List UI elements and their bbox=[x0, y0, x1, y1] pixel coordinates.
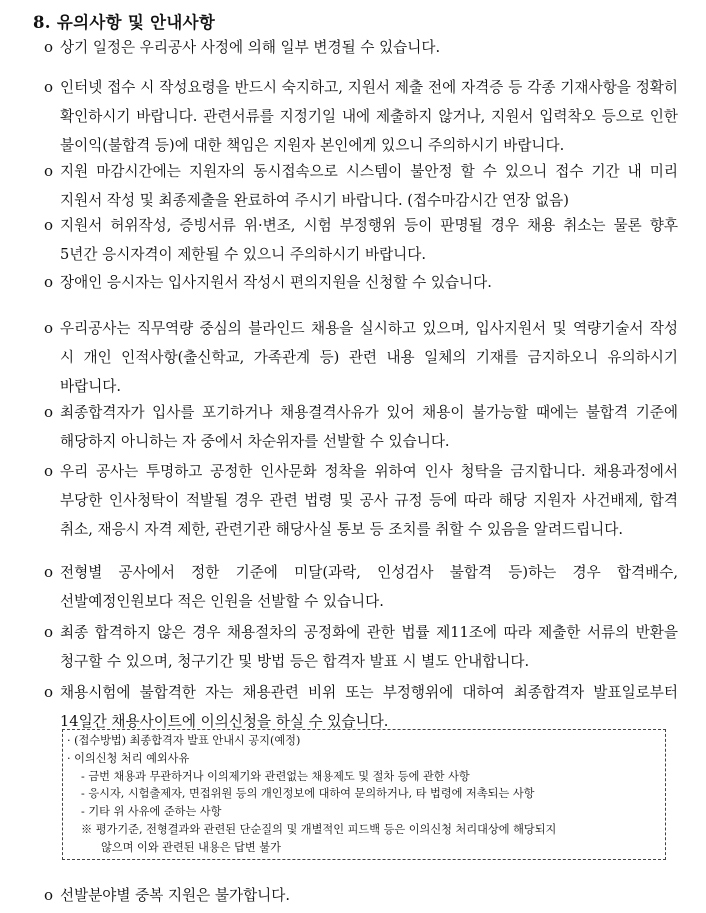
note-line: · 이의신청 처리 예외사유 bbox=[67, 751, 190, 765]
notice-item-2: 인터넷 접수 시 작성요령을 반드시 숙지하고, 지원서 제출 전에 자격증 등 각종 기재사항을 정확히 확인하시기 바랍니다. 관련서류를 지정기일 내에 제출하지 않거나, 지원서 입력착오 등으로 인한 불이익(불합격 등)에 대한 책임은 지원자 본인에게 있으니 주의하시기 바랍니다. bbox=[60, 79, 678, 154]
notice-item-8: 우리 공사는 투명하고 공정한 인사문화 정착을 위하여 인사 청탁을 금지합니다. 채용과정에서 부당한 인사청탁이 적발될 경우 관련 법령 및 공사 규정 등에 따라 해당 지원자 사건배제, 합격 취소, 재응시 자격 제한, 관련기관 해당사실 통보 등 조치를 취할 수 있음을 알려드립니다. bbox=[60, 463, 678, 538]
bullet-icon: o bbox=[44, 78, 54, 96]
bullet-icon: o bbox=[44, 162, 54, 180]
objection-note-box bbox=[62, 729, 666, 860]
notice-item-7: 최종합격자가 입사를 포기하거나 채용결격사유가 있어 채용이 불가능할 때에는 불합격 기준에 해당하지 아니하는 자 중에서 차순위자를 선발할 수 있습니다. bbox=[60, 404, 678, 450]
bullet-icon: o bbox=[44, 623, 54, 641]
bullet-icon: o bbox=[44, 683, 54, 701]
bullet-icon: o bbox=[44, 886, 54, 904]
bullet-icon: o bbox=[44, 462, 54, 480]
notice-item-12: 선발분야별 중복 지원은 불가합니다. bbox=[60, 887, 291, 904]
bullet-icon: o bbox=[44, 273, 54, 291]
notice-item-10: 최종 합격하지 않은 경우 채용절차의 공정화에 관한 법률 제11조에 따라 제출한 서류의 반환을 청구할 수 있으며, 청구기간 및 방법 등은 합격자 발표 시 별도 안내합니다. bbox=[60, 624, 678, 670]
bullet-icon: o bbox=[44, 319, 54, 337]
bullet-icon: o bbox=[44, 563, 54, 581]
bullet-icon: o bbox=[44, 38, 54, 56]
bullet-icon: o bbox=[44, 403, 54, 421]
note-line: - 금번 채용과 무관하거나 이의제기와 관련없는 채용제도 및 절차 등에 관한 사항 bbox=[81, 769, 470, 783]
notice-item-1: 상기 일정은 우리공사 사정에 의해 일부 변경될 수 있습니다. bbox=[60, 39, 441, 56]
note-line: - 기타 위 사유에 준하는 사항 bbox=[81, 805, 222, 819]
notice-item-9: 전형별 공사에서 정한 기준에 미달(과락, 인성검사 불합격 등)하는 경우 합격배수, 선발예정인원보다 적은 인원을 선발할 수 있습니다. bbox=[60, 564, 678, 610]
notice-item-5: 장애인 응시자는 입사지원서 작성시 편의지원을 신청할 수 있습니다. bbox=[60, 274, 492, 291]
notice-item-11: 채용시험에 불합격한 자는 채용관련 비위 또는 부정행위에 대하여 최종합격자 발표일로부터 14일간 채용사이트에 이의신청을 하실 수 있습니다. bbox=[60, 684, 678, 730]
bullet-icon: o bbox=[44, 216, 54, 234]
note-line: · (접수방법) 최종합격자 발표 안내시 공지(예정) bbox=[67, 734, 301, 747]
section-heading: 8. 유의사항 및 안내사항 bbox=[33, 13, 216, 32]
notice-item-6: 우리공사는 직무역량 중심의 블라인드 채용을 실시하고 있으며, 입사지원서 및 역량기술서 작성 시 개인 인적사항(출신학교, 가족관계 등) 관련 내용 일체의 기재를 금지하오니 유의하시기 바랍니다. bbox=[60, 320, 678, 395]
note-line: 않으며 이와 관련된 내용은 답변 불가 bbox=[101, 840, 281, 854]
notice-item-4: 지원서 허위작성, 증빙서류 위·변조, 시험 부정행위 등이 판명될 경우 채용 취소는 물론 향후 5년간 응시자격이 제한될 수 있으니 주의하시기 바랍니다. bbox=[60, 217, 678, 263]
note-line: - 응시자, 시험출제자, 면접위원 등의 개인정보에 대하여 문의하거나, 타 법령에 저촉되는 사항 bbox=[81, 787, 535, 801]
notice-item-3: 지원 마감시간에는 지원자의 동시접속으로 시스템이 불안정 할 수 있으니 접수 기간 내 미리 지원서 작성 및 최종제출을 완료하여 주시기 바랍니다. (접수마감시간 연장 없음) bbox=[60, 163, 678, 209]
note-line: ※ 평가기준, 전형결과와 관련된 단순질의 및 개별적인 피드백 등은 이의신청 처리대상에 해당되지 bbox=[81, 822, 557, 836]
